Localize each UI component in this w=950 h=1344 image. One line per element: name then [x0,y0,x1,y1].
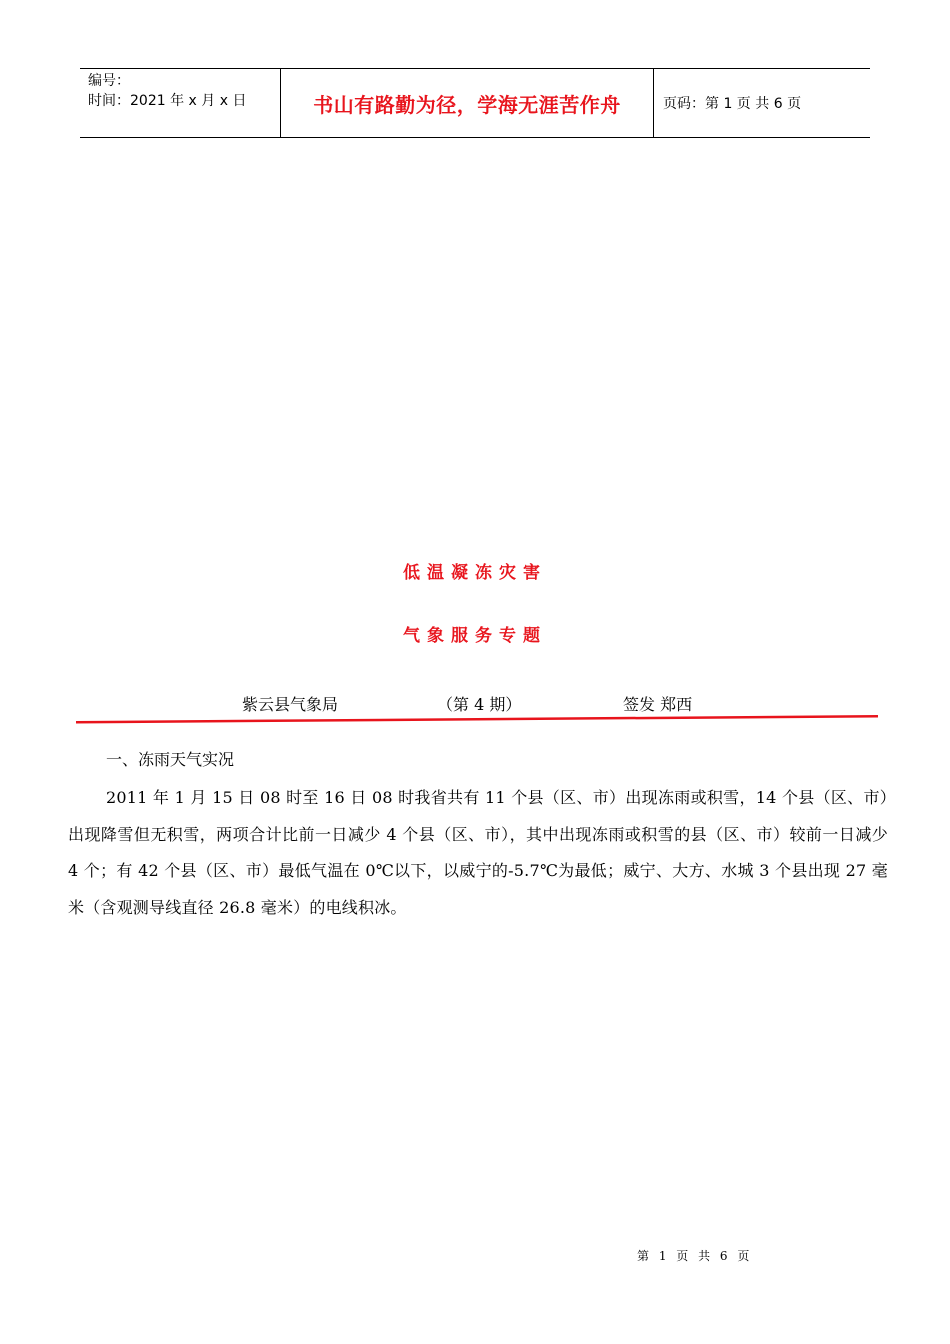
issue-number: （第 4 期） [437,695,522,714]
header-table [80,68,870,138]
document-title-line2: 气象服务专题 [403,626,547,646]
issuer-name: 紫云县气象局 [242,695,339,714]
red-rule [76,714,878,724]
issuer-line [0,690,950,716]
number-label: 编号： [88,73,130,89]
time-label: 时间：2021 年 x 月 x 日 [88,93,247,109]
signatory: 签发 郑西 [623,695,693,714]
header-page-info: 页码：第 1 页 共 6 页 [663,96,802,112]
page-footer: 第 1 页 共 6 页 [637,1249,753,1263]
header-motto: 书山有路勤为径，学海无涯苦作舟 [281,69,654,137]
document-title-line1: 低温凝冻灾害 [403,563,547,583]
header-meta [80,69,281,137]
body-paragraph: 2011 年 1 月 15 日 08 时至 16 日 08 时我省共有 11 个县（区、市）出现冻雨或积雪，14 个县（区、市）出现降雪但无积雪，两项合计比前一日减少 4 个县（区、市），其中出现冻雨或积雪的县（区、市）较前一日减少 4 个；有 42 个县（区、市）最低气温在 0℃以下，以威宁的-5.7℃为最低；威宁、大方、水城 3 个县出现 27 毫米（含观测导线直径 26.8 毫米）的电线积冰。 [68,788,888,917]
section-heading: 一、冻雨天气实况 [106,750,235,769]
